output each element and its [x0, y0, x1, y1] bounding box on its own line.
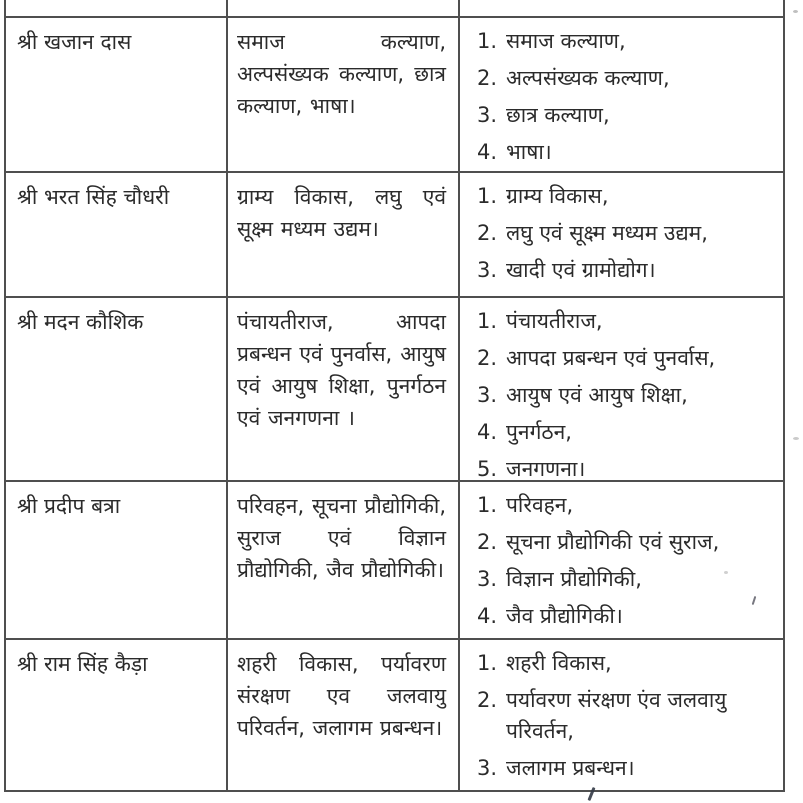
- departments-cell: [458, 173, 783, 296]
- department-item: लघु एवं सूक्ष्म मध्यम उद्यम,: [506, 221, 708, 246]
- portfolio-text: परिवहन, सूचना प्रौद्योगिकी, सुराज एवं विज्ञान प्रौद्योगिकी, जैव प्रौद्योगिकी।: [226, 482, 458, 638]
- departments-list: [460, 173, 783, 286]
- portfolio-text: ग्राम्य विकास, लघु एवं सूक्ष्म मध्यम उद्यम।: [226, 173, 458, 296]
- scan-speck: [793, 10, 798, 13]
- departments-list: [460, 640, 783, 784]
- department-item: जनगणना।: [506, 457, 586, 480]
- table-row: [6, 296, 783, 480]
- portfolio-column-stub: [226, 0, 458, 16]
- table-header-stub-row: [6, 0, 783, 16]
- minister-name: श्री राम सिंह कैड़ा: [17, 652, 148, 676]
- departments-list: [460, 298, 783, 480]
- departments-column-stub: [458, 0, 783, 16]
- name-column-stub: [6, 0, 226, 16]
- department-item: सूचना प्रौद्योगिकी एवं सुराज,: [506, 530, 720, 554]
- minister-name: श्री भरत सिंह चौधरी: [17, 185, 170, 210]
- department-item: अल्पसंख्यक कल्याण,: [506, 66, 670, 91]
- department-item: पुनर्गठन,: [506, 420, 572, 444]
- ministers-portfolio-table: [4, 0, 785, 792]
- portfolio-text: शहरी विकास, पर्यावरण संरक्षण एव जलवायु परिवर्तन, जलागम प्रबन्धन।: [226, 640, 458, 790]
- portfolio-text: समाज कल्याण, अल्पसंख्यक कल्याण, छात्र कल्याण, भाषा।: [226, 18, 458, 171]
- department-item: परिवहन,: [506, 493, 574, 517]
- departments-cell: [458, 482, 783, 638]
- scan-speck: [793, 437, 799, 440]
- department-item: जैव प्रौद्योगिकी।: [506, 604, 623, 628]
- department-item: विज्ञान प्रौद्योगिकी,: [506, 567, 642, 591]
- departments-cell: [458, 640, 783, 790]
- minister-name: श्री खजान दास: [17, 30, 132, 55]
- department-item: पंचायतीराज,: [506, 309, 603, 333]
- department-item: छात्र कल्याण,: [506, 103, 610, 128]
- table-row: [6, 638, 783, 790]
- departments-list: [460, 18, 783, 168]
- department-item: शहरी विकास,: [506, 651, 612, 675]
- department-item: समाज कल्याण,: [506, 29, 626, 54]
- department-item: ग्राम्य विकास,: [506, 184, 609, 209]
- department-item: आयुष एवं आयुष शिक्षा,: [506, 383, 688, 407]
- table-row: [6, 171, 783, 296]
- departments-list: [460, 482, 783, 632]
- department-item: खादी एवं ग्रामोद्योग।: [506, 258, 656, 283]
- department-item: पर्यावरण संरक्षण एंव जलवायु परिवर्तन,: [506, 688, 727, 743]
- department-item: जलागम प्रबन्धन।: [506, 756, 635, 780]
- department-item: भाषा।: [506, 140, 552, 165]
- scan-speck: [724, 571, 728, 574]
- portfolio-text: पंचायतीराज, आपदा प्रबन्धन एवं पुनर्वास, आयुष एवं आयुष शिक्षा, पुनर्गठन एवं जनगणना ।: [226, 298, 458, 480]
- departments-cell: [458, 18, 783, 171]
- minister-name: श्री प्रदीप बत्रा: [17, 494, 121, 518]
- departments-cell: [458, 298, 783, 480]
- department-item: आपदा प्रबन्धन एवं पुनर्वास,: [506, 346, 716, 370]
- minister-name: श्री मदन कौशिक: [17, 310, 144, 334]
- table-row: [6, 16, 783, 171]
- table-row: [6, 480, 783, 638]
